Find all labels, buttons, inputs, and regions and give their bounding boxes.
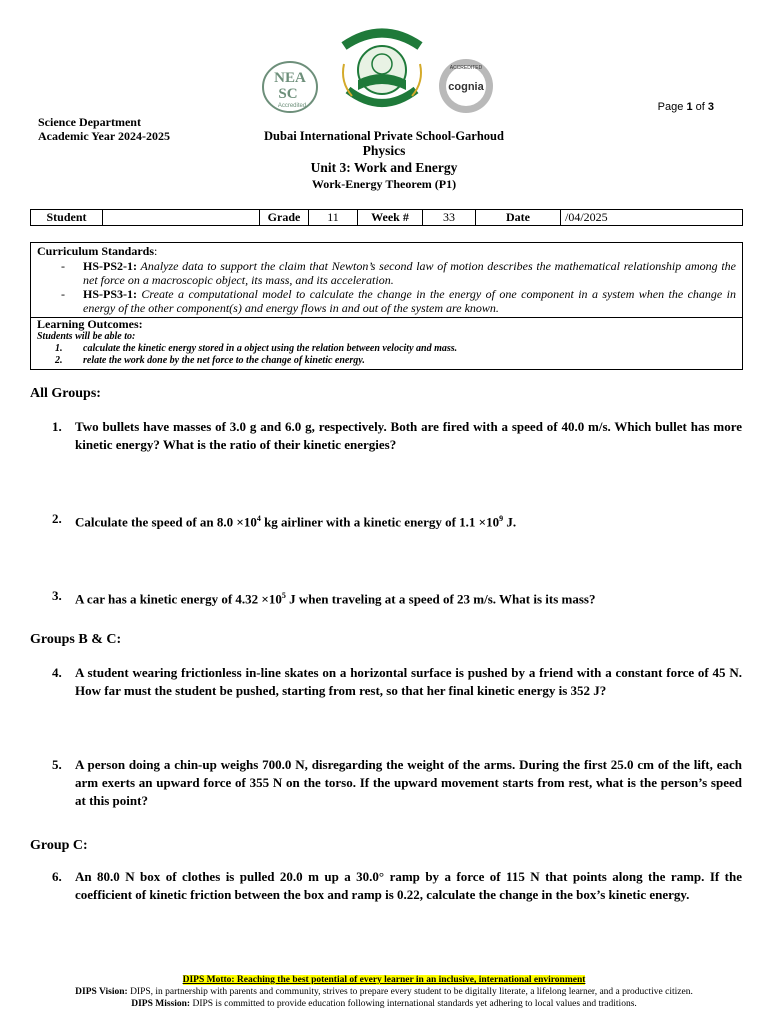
question-2: 2. Calculate the speed of an $8.0 \times 10^4$ kg airliner with a kinetic energy of $1.1 \times 10^9$ J. <box>52 511 517 530</box>
cognia-logo <box>438 58 494 114</box>
department-name: Science Department <box>38 115 141 129</box>
student-label: Student <box>31 210 103 226</box>
subject-title: Physics <box>362 143 406 158</box>
svg-text:NEA: NEA <box>274 70 306 86</box>
date-field[interactable]: /04/2025 <box>561 210 743 226</box>
group-heading-all: All Groups: <box>30 386 101 401</box>
question-1: 1. Two bullets have masses of 3.0 g and 6.0 g, respectively. Both are fired with a speed of 40.0 m/s. Which bullet has more kinetic energy? What is the ratio of their kinetic energies? <box>52 419 742 452</box>
lesson-title: Work-Energy Theorem (P1) <box>311 177 457 191</box>
group-heading-c: Group C: <box>30 838 88 853</box>
outcomes-subtitle: Students will be able to: <box>37 331 136 342</box>
footer <box>0 974 768 1010</box>
standard-item: - HS-PS3-1: Create a computational model to calculate the change in the energy of one component in a system when the change in energy of the other component(s) and energy flows in and out of the system are known. <box>61 287 737 315</box>
outcome-item: 2. relate the work done by the net force to the change of kinetic energy. <box>55 355 365 366</box>
footer-vision: DIPS Vision: DIPS, in partnership with parents and community, strives to prepare every student to be digitally literate, a lifelong learner, and a productive citizen. <box>75 987 693 997</box>
standard-item: - HS-PS2-1: Analyze data to support the claim that Newton’s second law of motion describes the mathematical relationship among the net force on a macroscopic object, its mass, and its acceleration. <box>61 259 736 287</box>
standards-title: Curriculum Standards <box>37 244 155 258</box>
week-label: Week # <box>358 210 423 226</box>
question-6: 6. An 80.0 N box of clothes is pulled 20.0 m up a 30.0° ramp by a force of 115 N that points along the ramp. If the coefficient of kinetic friction between the box and ramp is 0.22, calculate the change in the box’s kinetic energy. <box>52 869 742 902</box>
learning-outcomes <box>31 317 742 369</box>
page-number: Page 1 of 3 <box>657 101 714 113</box>
question-5: 5. A person doing a chin-up weighs 700.0 N, disregarding the weight of the arms. During the first 25.0 cm of the lift, each arm exerts an upward force of 355 N on the torso. If the upward movement starts from rest, what is the person’s speed at this point? <box>52 757 742 808</box>
neasc-logo <box>261 60 319 114</box>
school-crest-logo <box>334 24 430 112</box>
student-name-field[interactable] <box>103 210 260 226</box>
svg-text:cognia: cognia <box>448 81 484 93</box>
student-info-table <box>30 209 743 226</box>
footer-mission: DIPS Mission: DIPS is committed to provide education following international standards yet adhering to local values and traditions. <box>131 999 637 1009</box>
week-value: 33 <box>423 210 476 226</box>
unit-title: Unit 3: Work and Energy <box>310 160 458 175</box>
footer-motto: DIPS Motto: Reaching the best potential of every learner in an inclusive, international environment <box>182 975 586 985</box>
standards-outcomes-box <box>30 242 743 370</box>
svg-text:Accredited: Accredited <box>277 103 307 109</box>
date-label: Date <box>476 210 561 226</box>
grade-label: Grade <box>260 210 309 226</box>
question-4: 4. A student wearing frictionless in-line skates on a horizontal surface is pushed by a friend with a constant force of 45 N. How far must the student be pushed, starting from rest, so that her final kinetic energy is 352 J? <box>52 665 742 698</box>
school-name: Dubai International Private School-Garhoud <box>264 129 504 143</box>
outcomes-title: Learning Outcomes: <box>37 317 143 331</box>
grade-value: 11 <box>309 210 358 226</box>
svg-text:ACCREDITED: ACCREDITED <box>449 65 483 71</box>
academic-year: Academic Year 2024-2025 <box>38 129 170 143</box>
svg-text:SC: SC <box>278 86 298 102</box>
curriculum-standards: Curriculum Standards: - HS-PS2-1: Analyze data to support the claim that Newton’s second law of motion describes the mathematical relationship among the net force on a macroscopic object, its mass, and its acceleration. - HS-PS3-1: Create a computational model to calculate the change in the energy of one component in a system when the change in energy of the other component(s) and energy flows in and out of the system are known. <box>37 244 737 315</box>
outcome-item: 1. calculate the kinetic energy stored in a object using the relation between velocity and mass. <box>55 343 458 354</box>
group-heading-bc: Groups B & C: <box>30 632 122 647</box>
question-3: 3. A car has a kinetic energy of $4.32 \times 10^5$ J when traveling at a speed of 23 m/s. What is its mass? <box>52 588 596 607</box>
